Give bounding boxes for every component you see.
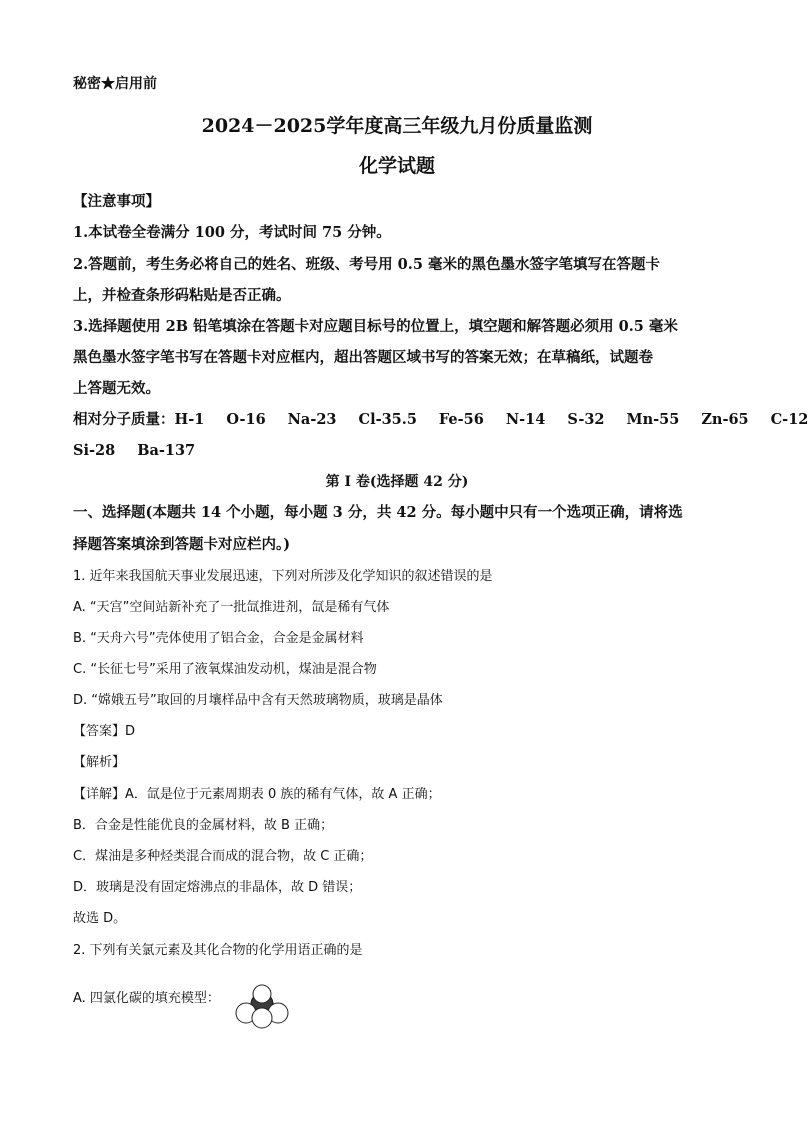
mass-item: Fe-56 [438, 411, 484, 428]
q1-detail-c: C．煤油是多种烃类混合而成的混合物，故 C 正确； [73, 849, 373, 864]
q1-option-a: A. “天宫”空间站新补充了一批氙推进剂，氙是稀有气体 [73, 600, 390, 615]
notes-line-2a: 2.答题前，考生务必将自己的姓名、班级、考号用 0.5 毫米的黑色墨水签字笔填写在答题卡 [73, 256, 660, 273]
notes-line-3c: 上答题无效。 [73, 380, 160, 397]
relative-mass-line-2 [73, 441, 195, 461]
q1-stem: 1. 近年来我国航天事业发展迅速，下列对所涉及化学知识的叙述错误的是 [73, 569, 493, 584]
mass-item: Cl-35.5 [358, 411, 417, 428]
q1-option-d: D. “嫦娥五号”取回的月壤样品中含有天然玻璃物质，玻璃是晶体 [73, 693, 443, 708]
exam-title: 2024－2025学年度高三年级九月份质量监测 [201, 115, 593, 137]
q1-option-c: C. “长征七号”采用了液氧煤油发动机，煤油是混合物 [73, 662, 377, 677]
secret-label: 秘密★启用前 [73, 76, 157, 92]
mass-item: N-14 [505, 411, 546, 428]
q2-stem: 2. 下列有关氯元素及其化合物的化学用语正确的是 [73, 943, 363, 958]
mass-item: O-16 [226, 411, 266, 428]
notes-line-1: 1.本试卷全卷满分 100 分，考试时间 75 分钟。 [73, 224, 391, 241]
q1-detail-a: 【详解】A．氙是位于元素周期表 0 族的稀有气体，故 A 正确； [73, 787, 441, 802]
relative-mass-label: 相对分子质量： [73, 411, 175, 428]
q1-analysis-label: 【解析】 [73, 755, 126, 770]
notes-heading: 【注意事项】 [73, 193, 160, 210]
mass-item: C-12 [770, 411, 808, 428]
section-title: 第 I 卷(选择题 42 分) [325, 474, 469, 490]
section-intro-b: 择题答案填涂到答题卡对应栏内。) [73, 536, 291, 553]
mass-item: Ba-137 [137, 442, 196, 459]
mass-item: H-1 [174, 411, 205, 428]
q1-option-b: B. “天舟六号”壳体使用了铝合金，合金是金属材料 [73, 631, 364, 646]
mass-item: Zn-65 [701, 411, 749, 428]
q1-detail-d: D．玻璃是没有固定熔沸点的非晶体，故 D 错误； [73, 880, 362, 895]
mass-item: Na-23 [287, 411, 337, 428]
mass-item: Si-28 [73, 442, 116, 459]
section-intro-a: 一、选择题(本题共 14 个小题，每小题 3 分，共 42 分。每小题中只有一个选项正确，请将选 [73, 504, 683, 521]
notes-line-2b: 上，并检查条形码粘贴是否正确。 [73, 287, 291, 304]
q1-conclusion: 故选 D。 [73, 911, 127, 926]
q2-option-a: A. 四氯化碳的填充模型： [73, 991, 220, 1006]
q1-answer: 【答案】D [73, 724, 136, 739]
q1-detail-b: B．合金是性能优良的金属材料，故 B 正确； [73, 818, 334, 833]
relative-mass-line-1 [73, 410, 808, 430]
ccl4-space-filling-model-icon [234, 985, 290, 1029]
notes-line-3a: 3.选择题使用 2B 铅笔填涂在答题卡对应题目标号的位置上，填空题和解答题必须用 0.5 毫米 [73, 318, 678, 335]
mass-item: Mn-55 [626, 411, 680, 428]
mass-item: S-32 [567, 411, 605, 428]
subject-title: 化学试题 [358, 155, 435, 177]
notes-line-3b: 黑色墨水签字笔书写在答题卡对应框内，超出答题区域书写的答案无效；在草稿纸，试题卷 [73, 349, 653, 366]
